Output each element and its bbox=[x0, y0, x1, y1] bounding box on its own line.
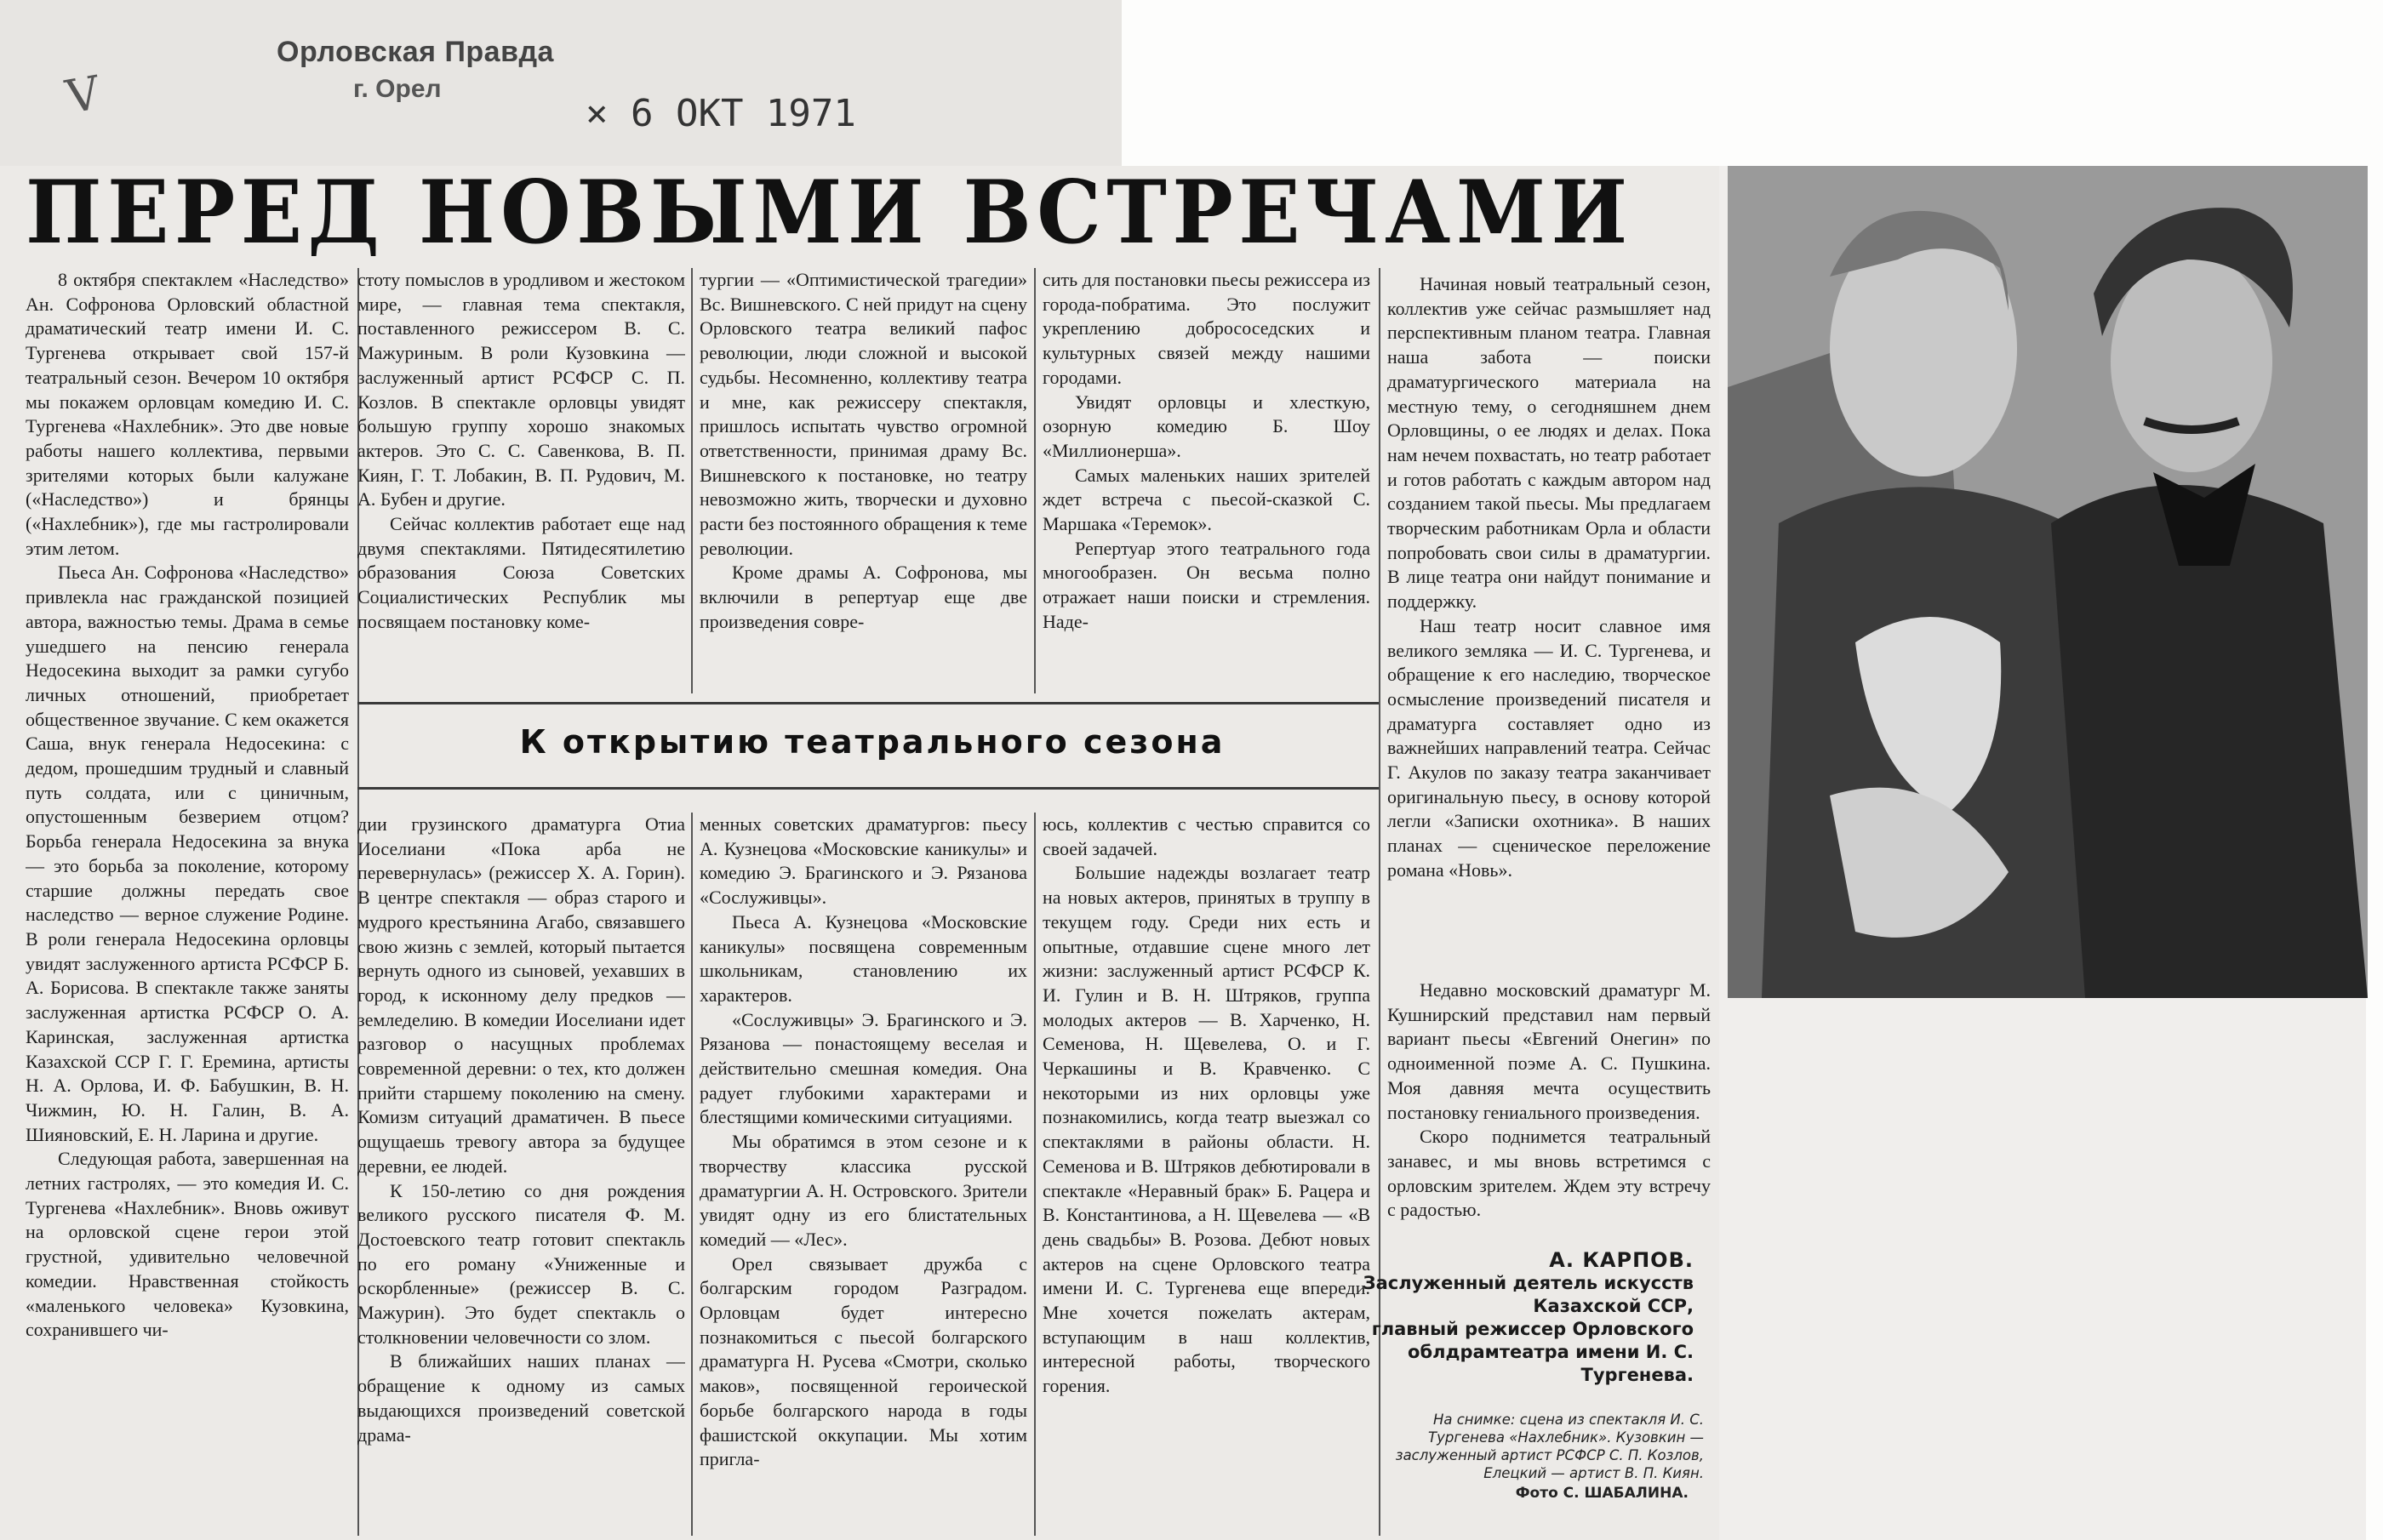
paragraph: дии грузинского драматурга Отиа Иоселиани «Пока арба не перевернулась» (режиссер Х. А. Горин). В центре спектакля — образ старого и мудрого крестьянина Агабо, связавшего свою жизнь с землей, который пытается вернуть одного из сыновей, уехавших в город, к исконному делу предков — земледелию. В комедии Иоселиани идет разговор о насущных проблемах современной деревни: о тех, кто должен прийти старшему поколению на смену. Комизм ситуаций драматичен. В пьесе ощущаешь тревогу автора за будущее деревни, ее людей. bbox=[357, 813, 685, 1177]
author-name: А. КАРПОВ. bbox=[1549, 1248, 1694, 1272]
paragraph: Скоро поднимется театральный занавес, и мы вновь встретимся с орловским зрителем. Ждем эту встречу с радостью. bbox=[1387, 1126, 1711, 1221]
section-subhead: К открытию театрального сезона bbox=[519, 723, 1226, 761]
paragraph: Самых маленьких наших зрителей ждет встреча с пьесой-сказкой С. Маршака «Теремок». bbox=[1043, 464, 1370, 535]
paragraph: Пьеса Ан. Софронова «Наследство» привлекла нас гражданской позицией автора, важностью темы. Драма в семье ушедшего на пенсию генерала Недосекина выходит за рамки сугубо личных отношений, приобретает общественное звучание. С кем окажется Саша, внук генерала Недосекина: с дедом, прошедшим трудный и славный путь солдата, или с циничным, опустошенным безверием отцом? Борьба генерала Недосекина за внука — это борьба за поколение, которому старшие должны передать свое наследство — верное служение Родине. В роли генерала Недосекина орловцы увидят заслуженного артиста РСФСР Б. А. Борисова. В спектакле также заняты заслуженная артистка РСФСР О. А. Каринская, заслуженная артистка Казахской ССР Г. Г. Еремина, артисты Н. А. Орлова, И. Ф. Бабушкин, В. Н. Чижмин, Ю. Н. Галин, В. А. Шияновский, Е. Н. Ларина и другие. bbox=[26, 562, 349, 1145]
paragraph: Начиная новый театральный сезон, коллектив уже сейчас размышляет над перспективным планом театра. Главная наша забота — поиски драматургического материала на местную тему, о сегодняшнем днем Орловщины, о ее людях и делах. Пока нам нечем похвастать, но театр работает и готов работать с каждым автором над созданием такой пьесы. Мы предлагаем творческим работникам Орла и области попробовать свои силы в драматургии. В лице театра они найдут понимание и поддержку. bbox=[1387, 273, 1711, 613]
paragraph: Следующая работа, завершенная на летних гастролях, — это комедия И. С. Тургенева «Нахлебник». Вновь оживут на орловской сцене герои этой грустной, удивительно человечной комедии. Нравственная стойкость «маленького человека» Кузовкина, сохранившего чи- bbox=[26, 1148, 349, 1341]
paragraph: Сейчас коллектив работает еще над двумя спектаклями. Пятидесятилетию образования Союза Советских Социалистических Республик мы посвящаем постановку коме- bbox=[357, 513, 685, 632]
paragraph: Увидят орловцы и хлесткую, озорную комедию Б. Шоу «Миллионерша». bbox=[1043, 391, 1370, 461]
clipping-top bbox=[0, 0, 1122, 170]
paragraph: Наш театр носит славное имя великого земляка — И. С. Тургенева, и обращение к его наследию, творческое осмысление произведений писателя и драматурга составляет одно из важнейших направлений театра. Сейчас Г. Акулов по заказу театра заканчивает оригинальную пьесу, в основу которой легли «Записки охотника». В наших планах — сценическое переложение романа «Новь». bbox=[1387, 614, 1711, 881]
article-column-8 bbox=[1387, 272, 1711, 966]
article-column-3 bbox=[700, 268, 1027, 693]
paragraph: Большие надежды возлагает театр на новых актеров, принятых в труппу в текущем году. Среди них есть и опытные, отдавшие сцене много лет жизни: заслуженный артист РСФСР К. И. Гулин и В. Н. Штряков, группа молодых актеров — В. Харченко, Н. Семенова, Н. Щевелева, О. и Г. Черкашины и В. Кравченко. С некоторыми из них орловцы уже познакомились, когда театр выезжал со спектаклями в районы области. Н. Семенова и В. Штряков дебютировали в спектакле «Неравный брак» Б. Рацера и В. Константинова, а Н. Щевелева — «В день свадьбы» В. Розова. Дебют новых актеров на сцене Орловского театра имени И. С. Тургенева еще впереди. Мне хочется пожелать актерам, вступающим в наш коллектив, интересной работы, творческого горения. bbox=[1043, 862, 1370, 1397]
paragraph: Мы обратимся в этом сезоне и к творчеству классика русской драматургии А. Н. Островского. Зрители увидят одну из его блистательных комедий — «Лес». bbox=[700, 1131, 1027, 1250]
handwritten-mark: V bbox=[61, 66, 105, 124]
headline: ПЕРЕД НОВЫМИ ВСТРЕЧАМИ bbox=[26, 162, 1633, 264]
paragraph: сить для постановки пьесы режиссера из города-побратима. Это послужит укреплению добрососедских и культурных связей между нашими городами. bbox=[1043, 269, 1370, 388]
column-divider bbox=[691, 813, 693, 1536]
paragraph: Пьеса А. Кузнецова «Московские каникулы» посвящена современным школьникам, становлению их характеров. bbox=[700, 910, 1027, 1006]
paragraph: Недавно московский драматург М. Кушнирский представил нам первый вариант пьесы «Евгений Онегин» по одноименной поэме А. С. Пушкина. Моя давняя мечта осуществить постановку гениального произведения. bbox=[1387, 979, 1711, 1123]
city-stamp: г. Орел bbox=[353, 75, 442, 103]
article-photo bbox=[1728, 166, 2368, 998]
author-title: Заслуженный деятель искусств Казахской ССР, bbox=[1363, 1273, 1694, 1316]
paragraph: юсь, коллектив с честью справится со своей задачей. bbox=[1043, 813, 1370, 859]
article-column-1 bbox=[26, 268, 349, 1540]
publication-stamp: Орловская Правда bbox=[277, 36, 554, 68]
paragraph: Орел связывает дружба с болгарским городом Разградом. Орловцам будет интересно познакомиться с пьесой болгарского драматурга Н. Русева «Смотри, сколько маков», посвященной героической борьбе болгарского народа в годы фашистской оккупации. Мы хотим пригла- bbox=[700, 1252, 1027, 1470]
author-position: главный режиссер Орловского облдрамтеатра имени И. С. Тургенева. bbox=[1371, 1319, 1694, 1385]
paragraph: «Сослуживцы» Э. Брагинского и Э. Рязанова — понастоящему веселая и действительно смешная комедия. Она радует глубокими характерами и блестящими комическими ситуациями. bbox=[700, 1008, 1027, 1128]
article-column-6 bbox=[700, 813, 1027, 1536]
signature-block bbox=[1362, 1249, 1694, 1387]
article-column-9 bbox=[1387, 978, 1711, 1242]
article-column-2 bbox=[357, 268, 685, 693]
article-column-5 bbox=[357, 813, 685, 1536]
column-divider bbox=[1034, 268, 1036, 693]
paragraph: тургии — «Оптимистической трагедии» Вс. Вишневского. С ней придут на сцену Орловского театра великий пафос революции, люди сложной и высокой судьбы. Несомненно, коллективу театра и мне, как режиссеру спектакля, пришлось испытать чувство огромной ответственности, принимая драму Вс. Вишневского к постановке, но театру невозможно жить, творчески и духовно расти без постоянного обращения к теме революции. bbox=[700, 269, 1027, 559]
paragraph: Репертуар этого театрального года многообразен. Он весьма полно отражает наши поиски и стремления. Наде- bbox=[1043, 537, 1370, 632]
column-divider bbox=[691, 268, 693, 693]
paragraph: К 150-летию со дня рождения великого русского писателя Ф. М. Достоевского театр готовит спектакль по его роману «Униженные и оскорбленные» (режиссер В. С. Мажурин). Это будет спектакль о столкновении человечности со злом. bbox=[357, 1179, 685, 1348]
date-stamp: × 6 ОКТ 1971 bbox=[586, 92, 856, 135]
subhead-rule-top bbox=[357, 702, 1379, 704]
photo-caption: На снимке: сцена из спектакля И. С. Тургенева «Нахлебник». Кузовкин — заслуженный артист РСФСР С. П. Козлов, Елецкий — артист В. П. Киян. bbox=[1395, 1412, 1704, 1481]
photo-credit: Фото С. ШАБАЛИНА. bbox=[1515, 1485, 1689, 1502]
paragraph: 8 октября спектаклем «Наследство» Ан. Софронова Орловский областной драматический театр имени И. С. Тургенева открывает свой 157-й театральный сезон. Вечером 10 октября мы покажем орловцам комедию И. С. Тургенева «Нахлебник». Это две новые работы нашего коллектива, первыми зрителями которых были калужане («Наследство») и брянцы («Нахлебник»), где мы гастролировали этим летом. bbox=[26, 269, 349, 559]
article-column-4 bbox=[1043, 268, 1370, 693]
paragraph: менных советских драматургов: пьесу А. Кузнецова «Московские каникулы» и комедию Э. Брагинского и Э. Рязанова «Сослуживцы». bbox=[700, 813, 1027, 909]
article-column-7 bbox=[1043, 813, 1370, 1536]
subhead-rule-bottom bbox=[357, 787, 1379, 790]
paragraph: стоту помыслов в уродливом и жестоком мире, — главная тема спектакля, поставленного режиссером В. С. Мажуриным. В роли Кузовкина — заслуженный артист РСФСР С. П. Козлов. В спектакле орловцы увидят большую группу хорошо знакомых актеров. Это С. С. Савенкова, В. П. Киян, Г. Т. Лобакин, В. П. Рудович, М. А. Бубен и другие. bbox=[357, 269, 685, 510]
paragraph: Кроме драмы А. Софронова, мы включили в репертуар еще две произведения совре- bbox=[700, 562, 1027, 632]
column-divider bbox=[1034, 813, 1036, 1536]
paragraph: В ближайших наших планах — обращение к одному из самых выдающихся произведений советской драма- bbox=[357, 1350, 685, 1446]
